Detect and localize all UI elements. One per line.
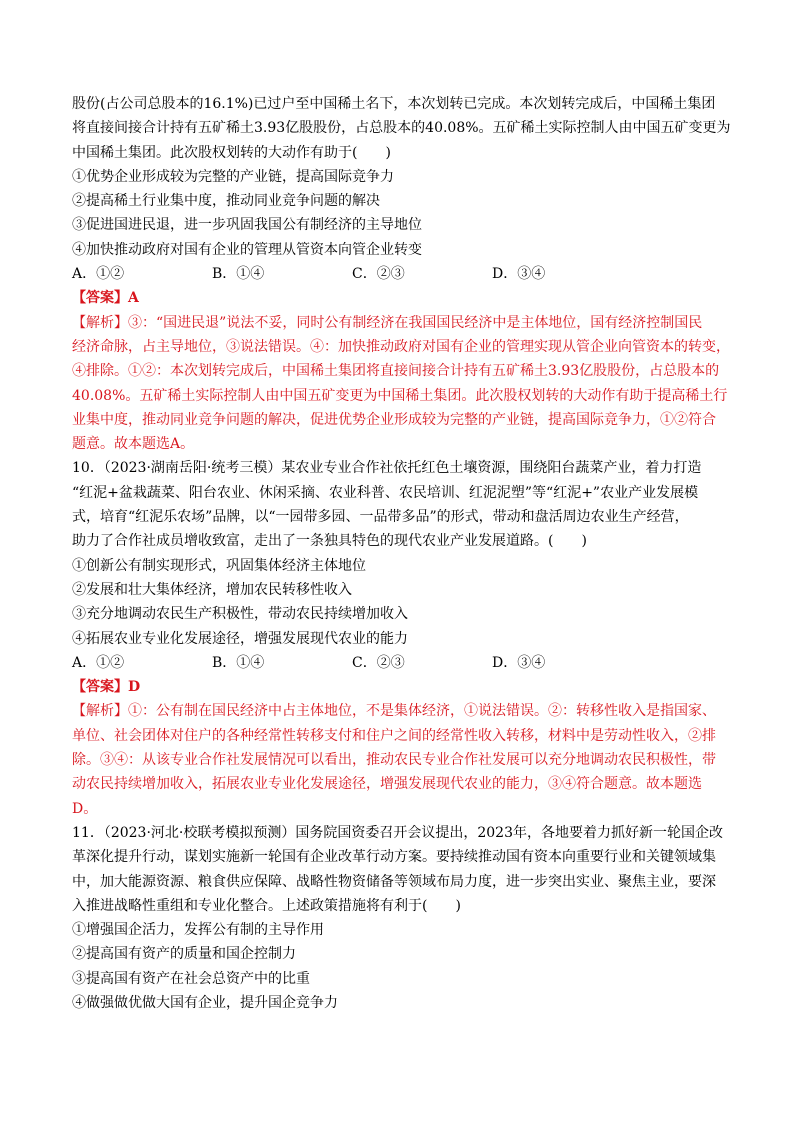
question-text-line: 10．（2023·湖南岳阳·统考三模）某农业专业合作社依托红色土壤资源，围绕阳台蔬菜产业，着力打造 xyxy=(72,460,702,477)
statement-item: ②发展和壮大集体经济，增加农民转移性收入 xyxy=(72,581,352,598)
question-text-line: 11．（2023·河北·校联考模拟预测）国务院国资委召开会议提出，2023年，各地要着力抓好新一轮国企改 xyxy=(72,824,723,841)
statement-item: ①创新公有制实现形式，巩固集体经济主体地位 xyxy=(72,557,366,574)
statement-item: ②提高国有资产的质量和国企控制力 xyxy=(72,946,296,963)
statement-item: ④拓展农业专业化发展途径，增强发展现代农业的能力 xyxy=(72,630,408,647)
document-page xyxy=(72,92,732,1015)
option-b: B．①④ xyxy=(212,266,265,283)
analysis-line: 【解析】①：公有制在国民经济中占主体地位，不是集体经济，①说法错误。②：转移性收入是指国家、 xyxy=(72,703,716,720)
question-9-stem xyxy=(72,92,732,165)
question-text-line: 入推进战略性重组和专业化整合。上述政策措施将有利于( ) xyxy=(72,897,461,914)
question-11-stem xyxy=(72,821,732,918)
analysis-line: 动农民持续增加收入，拓展农业专业化发展途径，增强发展现代农业的能力，③④符合题意。故本题选 xyxy=(72,776,702,793)
analysis-line: 除。③④：从该专业合作社发展情况可以看出，推动农民专业合作社发展可以充分地调动农民积极性，带 xyxy=(72,752,716,769)
analysis-line: 40.08%。五矿稀土实际控制人由中国五矿变更为中国稀土集团。此次股权划转的大动作有助于提高稀土行 xyxy=(72,387,728,404)
question-10-items xyxy=(72,554,732,651)
question-text-line: 式，培育“红泥乐农场”品牌，以“一园带多园、一品带多品”的形式，带动和盘活周边农业生产经营， xyxy=(72,509,689,526)
analysis-line: 单位、社会团体对住户的各种经常性转移支付和住户之间的经常性收入转移，材料中是劳动性收入，②排 xyxy=(72,727,716,744)
question-text-line: 中国稀土集团。此次股权划转的大动作有助于( ) xyxy=(72,144,391,161)
analysis-line: 题意。故本题选A。 xyxy=(72,436,195,453)
analysis-line: 经济命脉，占主导地位，③说法错误。④：加快推动政府对国有企业的管理实现从管企业向管资本的转变， xyxy=(72,338,730,355)
statement-item: ④做强做优做大国有企业，提升国企竞争力 xyxy=(72,994,338,1011)
statement-item: ③促进国进民退，进一步巩固我国公有制经济的主导地位 xyxy=(72,217,422,234)
question-11-items xyxy=(72,918,732,1015)
option-c: C．②③ xyxy=(352,266,405,283)
analysis-line: 【解析】③：“国进民退”说法不妥，同时公有制经济在我国国民经济中是主体地位，国有经济控制国民 xyxy=(72,314,703,331)
question-9-items xyxy=(72,165,732,262)
statement-item: ①优势企业形成较为完整的产业链，提高国际竞争力 xyxy=(72,168,394,185)
analysis-line: 业集中度，推动同业竞争问题的解决，促进优势企业形成较为完整的产业链，提高国际竞争力，①②符合 xyxy=(72,411,716,428)
question-10-answer: 【答案】D xyxy=(72,679,141,696)
statement-item: ③提高国有资产在社会总资产中的比重 xyxy=(72,970,310,987)
statement-item: ③充分地调动农民生产积极性，带动农民持续增加收入 xyxy=(72,606,408,623)
question-9-analysis xyxy=(72,311,732,457)
question-text-line: 股份(占公司总股本的16.1%)已过户至中国稀土名下，本次划转已完成。本次划转完成后，中国稀土集团 xyxy=(72,96,716,112)
question-text-line: 中，加大能源资源、粮食供应保障、战略性物资储备等领域布局力度，进一步突出实业、聚焦主业，要深 xyxy=(72,873,716,890)
analysis-line: D。 xyxy=(72,800,98,817)
question-text-line: 革深化提升行动，谋划实施新一轮国有企业改革行动方案。要持续推动国有资本向重要行业和关键领域集 xyxy=(72,849,716,866)
question-10-options xyxy=(72,651,732,675)
question-10-analysis xyxy=(72,699,732,820)
question-text-line: 助力了合作社成员增收致富，走出了一条独具特色的现代农业产业发展道路。( ) xyxy=(72,533,587,550)
option-c: C．②③ xyxy=(352,654,405,671)
option-b: B．①④ xyxy=(212,654,265,671)
statement-item: ②提高稀土行业集中度，推动同业竞争问题的解决 xyxy=(72,193,380,210)
option-a: A．①② xyxy=(72,654,125,671)
question-9-options xyxy=(72,262,732,286)
option-d: D．③④ xyxy=(492,654,546,671)
statement-item: ①增强国企活力，发挥公有制的主导作用 xyxy=(72,922,324,939)
question-text-line: “红泥+盆栽蔬菜、阳台农业、休闲采摘、农业科普、农民培训、红泥泥塑”等“红泥+”农业产业发展模 xyxy=(72,484,699,501)
analysis-line: ④排除。①②：本次划转完成后，中国稀土集团将直接间接合计持有五矿稀土3.93亿股股份，占总股本的 xyxy=(72,363,720,380)
option-d: D．③④ xyxy=(492,266,546,283)
option-a: A．①② xyxy=(72,266,125,283)
question-text-line: 将直接间接合计持有五矿稀土3.93亿股股份，占总股本的40.08%。五矿稀土实际控制人由中国五矿变更为 xyxy=(72,120,731,137)
question-10-stem xyxy=(72,456,732,553)
statement-item: ④加快推动政府对国有企业的管理从管资本向管企业转变 xyxy=(72,241,422,258)
question-9-answer: 【答案】A xyxy=(72,290,139,307)
